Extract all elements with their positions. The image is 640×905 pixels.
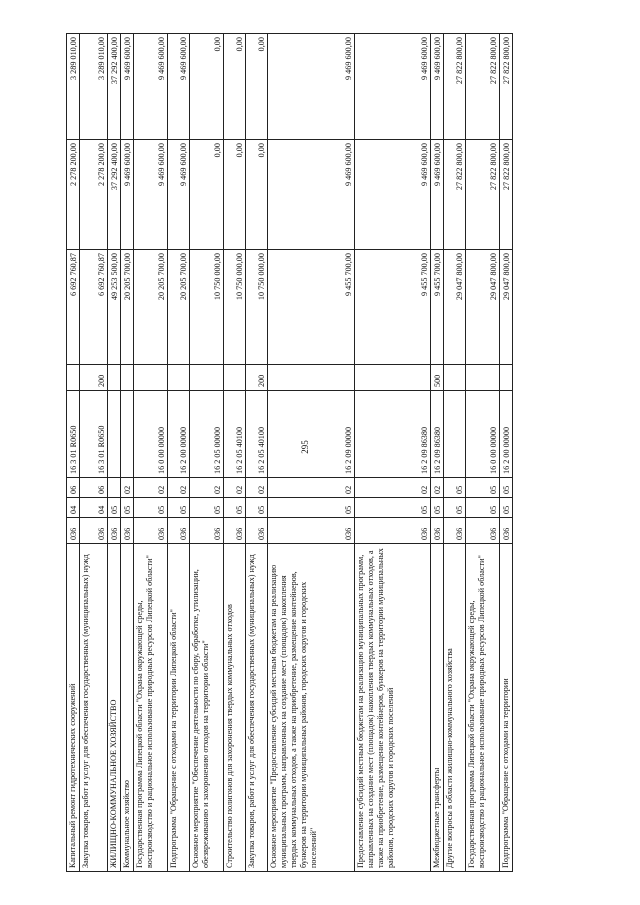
amount-year-1: 29 047 800,00 [500,250,513,365]
subsection-code: 02 [431,478,444,498]
section-code: 05 [190,498,224,518]
table-row [108,34,121,872]
amount-year-3: 9 469 600,00 [121,34,134,140]
amount-year-3: 0,00 [224,34,246,140]
target-article-code: 16 2 05 00000 [190,391,224,478]
table-row [431,34,444,872]
amount-year-1: 9 455 700,00 [355,250,431,365]
amount-year-3: 27 822 800,00 [500,34,513,140]
budget-table-sheet [66,34,612,872]
table-row [121,34,134,872]
expense-type-code [134,365,168,391]
amount-year-2: 0,00 [224,140,246,250]
target-article-code [444,391,466,478]
row-name: Межбюджетные трансферты [431,544,444,872]
department-code: 036 [67,518,80,544]
department-code: 036 [168,518,190,544]
amount-year-3: 9 469 600,00 [134,34,168,140]
expense-type-code [67,365,80,391]
amount-year-3: 9 469 600,00 [431,34,444,140]
row-name: Строительство полигонов для захоронения твердых коммунальных отходов [224,544,246,872]
section-code: 05 [246,498,268,518]
amount-year-1: 29 047 800,00 [466,250,500,365]
target-article-code [108,391,121,478]
row-name: Государственная программа Липецкой области "Охрана окружающей среды, воспроизводство и рациональное использование природных ресурсов Липецкой области" [134,544,168,872]
department-code: 036 [500,518,513,544]
table-row [500,34,513,872]
section-code: 05 [355,498,431,518]
amount-year-2: 27 822 800,00 [500,140,513,250]
row-name: ЖИЛИЩНО-КОММУНАЛЬНОЕ ХОЗЯЙСТВО [108,544,121,872]
target-article-code: 16 2 09 00000 [268,391,355,478]
amount-year-2: 9 469 600,00 [355,140,431,250]
section-code: 04 [67,498,80,518]
section-code: 05 [268,498,355,518]
target-article-code: 16 0 00 00000 [466,391,500,478]
department-code: 036 [431,518,444,544]
target-article-code: 16 3 01 R0650 [80,391,108,478]
department-code: 036 [121,518,134,544]
amount-year-2: 27 822 800,00 [444,140,466,250]
amount-year-1: 9 455 700,00 [431,250,444,365]
target-article-code: 16 2 05 40100 [246,391,268,478]
department-code: 036 [355,518,431,544]
amount-year-2: 0,00 [190,140,224,250]
section-code: 05 [108,498,121,518]
table-row [190,34,224,872]
subsection-code: 02 [134,478,168,498]
subsection-code: 02 [268,478,355,498]
amount-year-1: 10 750 000,00 [246,250,268,365]
table-row [67,34,80,872]
table-row [268,34,355,872]
amount-year-2: 2 278 200,00 [80,140,108,250]
amount-year-1: 10 750 000,00 [224,250,246,365]
section-code: 04 [80,498,108,518]
expense-type-code [121,365,134,391]
amount-year-1: 29 047 800,00 [444,250,466,365]
department-code: 036 [224,518,246,544]
department-code: 036 [108,518,121,544]
amount-year-3: 3 289 010,00 [80,34,108,140]
department-code: 036 [246,518,268,544]
subsection-code: 05 [444,478,466,498]
table-row [224,34,246,872]
amount-year-1: 10 750 000,00 [190,250,224,365]
amount-year-2: 2 278 200,00 [67,140,80,250]
row-name: Подпрограмма "Обращение с отходами на территории [500,544,513,872]
section-code: 05 [431,498,444,518]
expense-type-code [168,365,190,391]
amount-year-2: 37 292 400,00 [108,140,121,250]
budget-table [66,33,513,872]
amount-year-3: 3 289 010,00 [67,34,80,140]
expense-type-code [224,365,246,391]
amount-year-2: 9 469 600,00 [168,140,190,250]
expense-type-code: 500 [431,365,444,391]
expense-type-code [355,365,431,391]
expense-type-code [268,365,355,391]
section-code: 05 [168,498,190,518]
section-code: 05 [134,498,168,518]
amount-year-3: 27 822 800,00 [444,34,466,140]
target-article-code: 16 2 09 86380 [355,391,431,478]
amount-year-1: 20 205 700,00 [134,250,168,365]
department-code: 036 [466,518,500,544]
amount-year-3: 0,00 [246,34,268,140]
target-article-code [121,391,134,478]
row-name: Закупка товаров, работ и услуг для обеспечения государственных (муниципальных) нужд [246,544,268,872]
subsection-code: 06 [80,478,108,498]
subsection-code: 05 [500,478,513,498]
expense-type-code [444,365,466,391]
expense-type-code [500,365,513,391]
row-name: Коммунальное хозяйство [121,544,134,872]
section-code: 05 [500,498,513,518]
amount-year-3: 9 469 600,00 [268,34,355,140]
row-name: Государственная программа Липецкой области "Охрана окружающей среды, воспроизводство и рациональное использование природных ресурсов Липецкой области" [466,544,500,872]
subsection-code: 02 [168,478,190,498]
department-code: 036 [134,518,168,544]
row-name: Основное мероприятие "Обеспечение деятельности по сбору, обработке, утилизации, обезвреживанию и захоронению отходов на территории области" [190,544,224,872]
amount-year-1: 20 205 700,00 [121,250,134,365]
amount-year-3: 9 469 600,00 [168,34,190,140]
row-name: Основное мероприятие "Предоставление субсидий местным бюджетам на реализацию муниципальных программ, направленных на создание мест (площадок) накопления твердых коммунальных отходов, а также на приобретение, размещение контейнеров, бункеров на территории муниципальных районов, городских округов и городских поселений" [268,544,355,872]
amount-year-2: 9 469 600,00 [268,140,355,250]
amount-year-1: 6 692 760,87 [80,250,108,365]
amount-year-3: 0,00 [190,34,224,140]
table-row [168,34,190,872]
subsection-code: 02 [355,478,431,498]
table-body [67,34,513,872]
target-article-code: 16 2 00 00000 [500,391,513,478]
table-row [134,34,168,872]
amount-year-2: 27 822 800,00 [466,140,500,250]
expense-type-code [466,365,500,391]
amount-year-1: 6 692 760,87 [67,250,80,365]
row-name: Капитальный ремонт гидротехнических сооружений [67,544,80,872]
expense-type-code [190,365,224,391]
table-row [444,34,466,872]
department-code: 036 [190,518,224,544]
amount-year-3: 27 822 800,00 [466,34,500,140]
department-code: 036 [268,518,355,544]
subsection-code [108,478,121,498]
section-code: 05 [466,498,500,518]
amount-year-2: 9 469 600,00 [431,140,444,250]
row-name: Подпрограмма "Обращение с отходами на территории Липецкой области" [168,544,190,872]
amount-year-1: 49 253 500,00 [108,250,121,365]
subsection-code: 02 [121,478,134,498]
expense-type-code: 200 [80,365,108,391]
subsection-code: 02 [224,478,246,498]
amount-year-3: 9 469 600,00 [355,34,431,140]
row-name: Предоставление субсидий местным бюджетам на реализацию муниципальных программ, направленных на создание мест (площадок) накопления твердых коммунальных отходов, а также на приобретение, размещение контейнеров, бункеров на территории муниципальных районов, городских округов и городских поселений [355,544,431,872]
section-code: 05 [224,498,246,518]
amount-year-2: 9 469 600,00 [134,140,168,250]
expense-type-code [108,365,121,391]
amount-year-2: 9 469 600,00 [121,140,134,250]
amount-year-1: 9 455 700,00 [268,250,355,365]
table-row [246,34,268,872]
target-article-code: 16 2 00 00000 [168,391,190,478]
subsection-code: 05 [466,478,500,498]
section-code: 05 [444,498,466,518]
row-name: Другие вопросы в области жилищно-коммунального хозяйства [444,544,466,872]
subsection-code: 02 [246,478,268,498]
row-name: Закупка товаров, работ и услуг для обеспечения государственных (муниципальных) нужд [80,544,108,872]
amount-year-2: 0,00 [246,140,268,250]
target-article-code: 16 2 05 40100 [224,391,246,478]
subsection-code: 02 [190,478,224,498]
target-article-code: 16 0 00 00000 [134,391,168,478]
target-article-code: 16 2 09 86380 [431,391,444,478]
amount-year-3: 37 292 400,00 [108,34,121,140]
department-code: 036 [444,518,466,544]
target-article-code: 16 3 01 R0650 [67,391,80,478]
page-number-text: 295 [300,440,310,454]
amount-year-1: 20 205 700,00 [168,250,190,365]
rotated-page [66,34,612,872]
subsection-code: 06 [67,478,80,498]
table-row [466,34,500,872]
table-row [355,34,431,872]
department-code: 036 [80,518,108,544]
section-code: 05 [121,498,134,518]
expense-type-code: 200 [246,365,268,391]
table-row [80,34,108,872]
